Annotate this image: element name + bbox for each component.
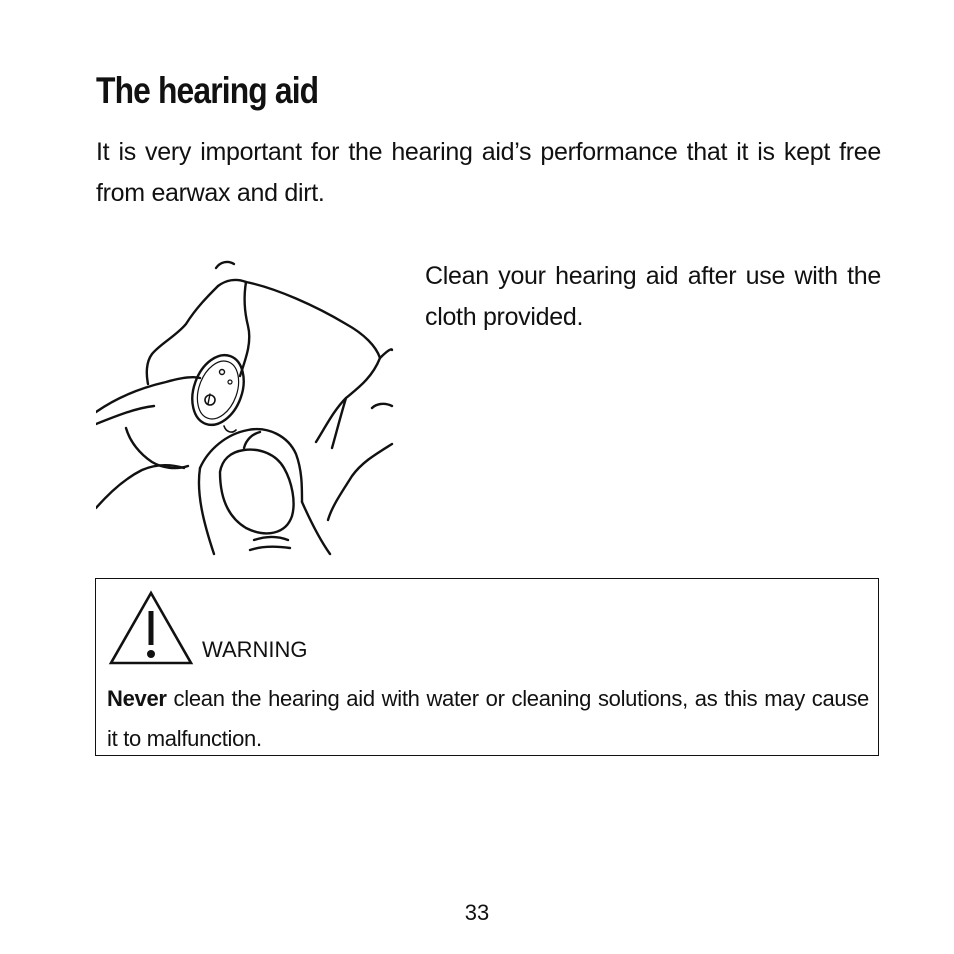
warning-box: [95, 578, 879, 756]
warning-emphasis: Never: [107, 686, 167, 711]
intro-paragraph: It is very important for the hearing aid’s performance that it is kept free from earwax and dirt.: [96, 138, 881, 207]
warning-triangle-icon: [108, 589, 194, 667]
warning-title: WARNING: [202, 637, 308, 662]
page-title: The hearing aid: [96, 70, 319, 111]
cleaning-instruction: Clean your hearing aid after use with the cloth provided.: [425, 262, 881, 331]
warning-text: [107, 679, 869, 759]
warning-body-text: clean the hearing aid with water or cleaning solutions, as this may cause it to malfunction.: [107, 686, 869, 751]
page-number: 33: [464, 900, 490, 925]
hand-cleaning-hearing-aid-illustration: [96, 258, 394, 558]
